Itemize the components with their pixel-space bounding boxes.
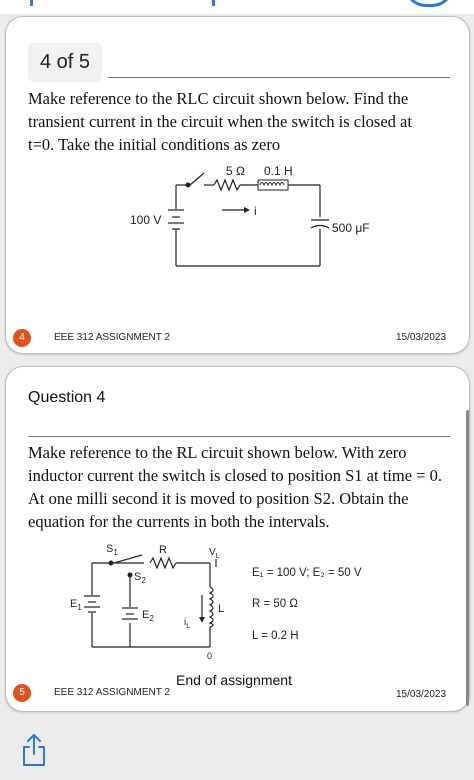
given-values-line: E₁ = 100 V; E₂ = 50 V <box>252 567 362 579</box>
footer-course: EEE 312 ASSIGNMENT 2 <box>54 332 170 343</box>
rl-circuit-diagram <box>6 367 469 711</box>
share-button[interactable] <box>21 733 47 767</box>
question-title: Question 4 <box>28 389 106 406</box>
question-line: equation for the currents in both the intervals. <box>28 512 330 531</box>
inductor-symbol <box>258 180 288 190</box>
resistor-label: 5 Ω <box>226 164 245 178</box>
end-of-assignment-text: End of assignment <box>176 672 292 688</box>
r-label: R <box>159 544 167 556</box>
inductor-label: 0.1 H <box>264 164 293 178</box>
inductor-symbol <box>210 587 213 627</box>
given-values-line: R = 50 Ω <box>252 598 298 610</box>
given-values-line: L = 0.2 H <box>252 630 299 642</box>
page-number-badge: 5 <box>13 684 31 702</box>
l-label: L <box>218 603 225 615</box>
page-edge-mark <box>212 0 215 6</box>
rlc-circuit-diagram <box>6 17 469 353</box>
source-label: 100 V <box>130 213 162 227</box>
footer-date: 15/03/2023 <box>396 689 447 700</box>
page-card-5[interactable] <box>5 366 470 712</box>
page-edge-arc <box>404 0 454 7</box>
e2-label: $E_2$ <box>142 609 154 623</box>
e1-label: $E_1$ <box>70 598 82 612</box>
question-line: At one milli second it is moved to position S2. Obtain the <box>28 489 409 508</box>
page-number-badge: 4 <box>13 329 31 347</box>
il-label: $i_L$ <box>184 617 191 630</box>
capacitor-label: 500 μF <box>332 221 370 235</box>
scrollbar[interactable] <box>466 410 469 706</box>
current-label: i <box>254 204 257 218</box>
page-card-4[interactable] <box>5 16 470 354</box>
s1-label: $S_1$ <box>106 543 118 557</box>
question-line: transient current in the circuit when the switch is closed at <box>28 112 412 131</box>
share-icon <box>21 733 47 767</box>
node-mark: 0 <box>207 651 213 661</box>
question-line: Make reference to the RLC circuit shown below. Find the <box>28 89 409 108</box>
question-line: inductor current the switch is closed to position S1 at time = 0. <box>28 466 442 485</box>
page-edge-mark <box>30 0 33 6</box>
footer-date: 15/03/2023 <box>396 332 447 343</box>
question-line: Make reference to the RL circuit shown below. With zero <box>28 443 407 462</box>
page-indicator: 4 of 5 <box>28 43 102 82</box>
vl-label: $V_L$ <box>209 547 220 560</box>
footer-course: EEE 312 ASSIGNMENT 2 <box>54 687 170 698</box>
s2-label: $S_2$ <box>134 571 146 585</box>
question-line: t=0. Take the initial conditions as zero <box>28 135 281 154</box>
previous-page-edge <box>0 0 474 14</box>
